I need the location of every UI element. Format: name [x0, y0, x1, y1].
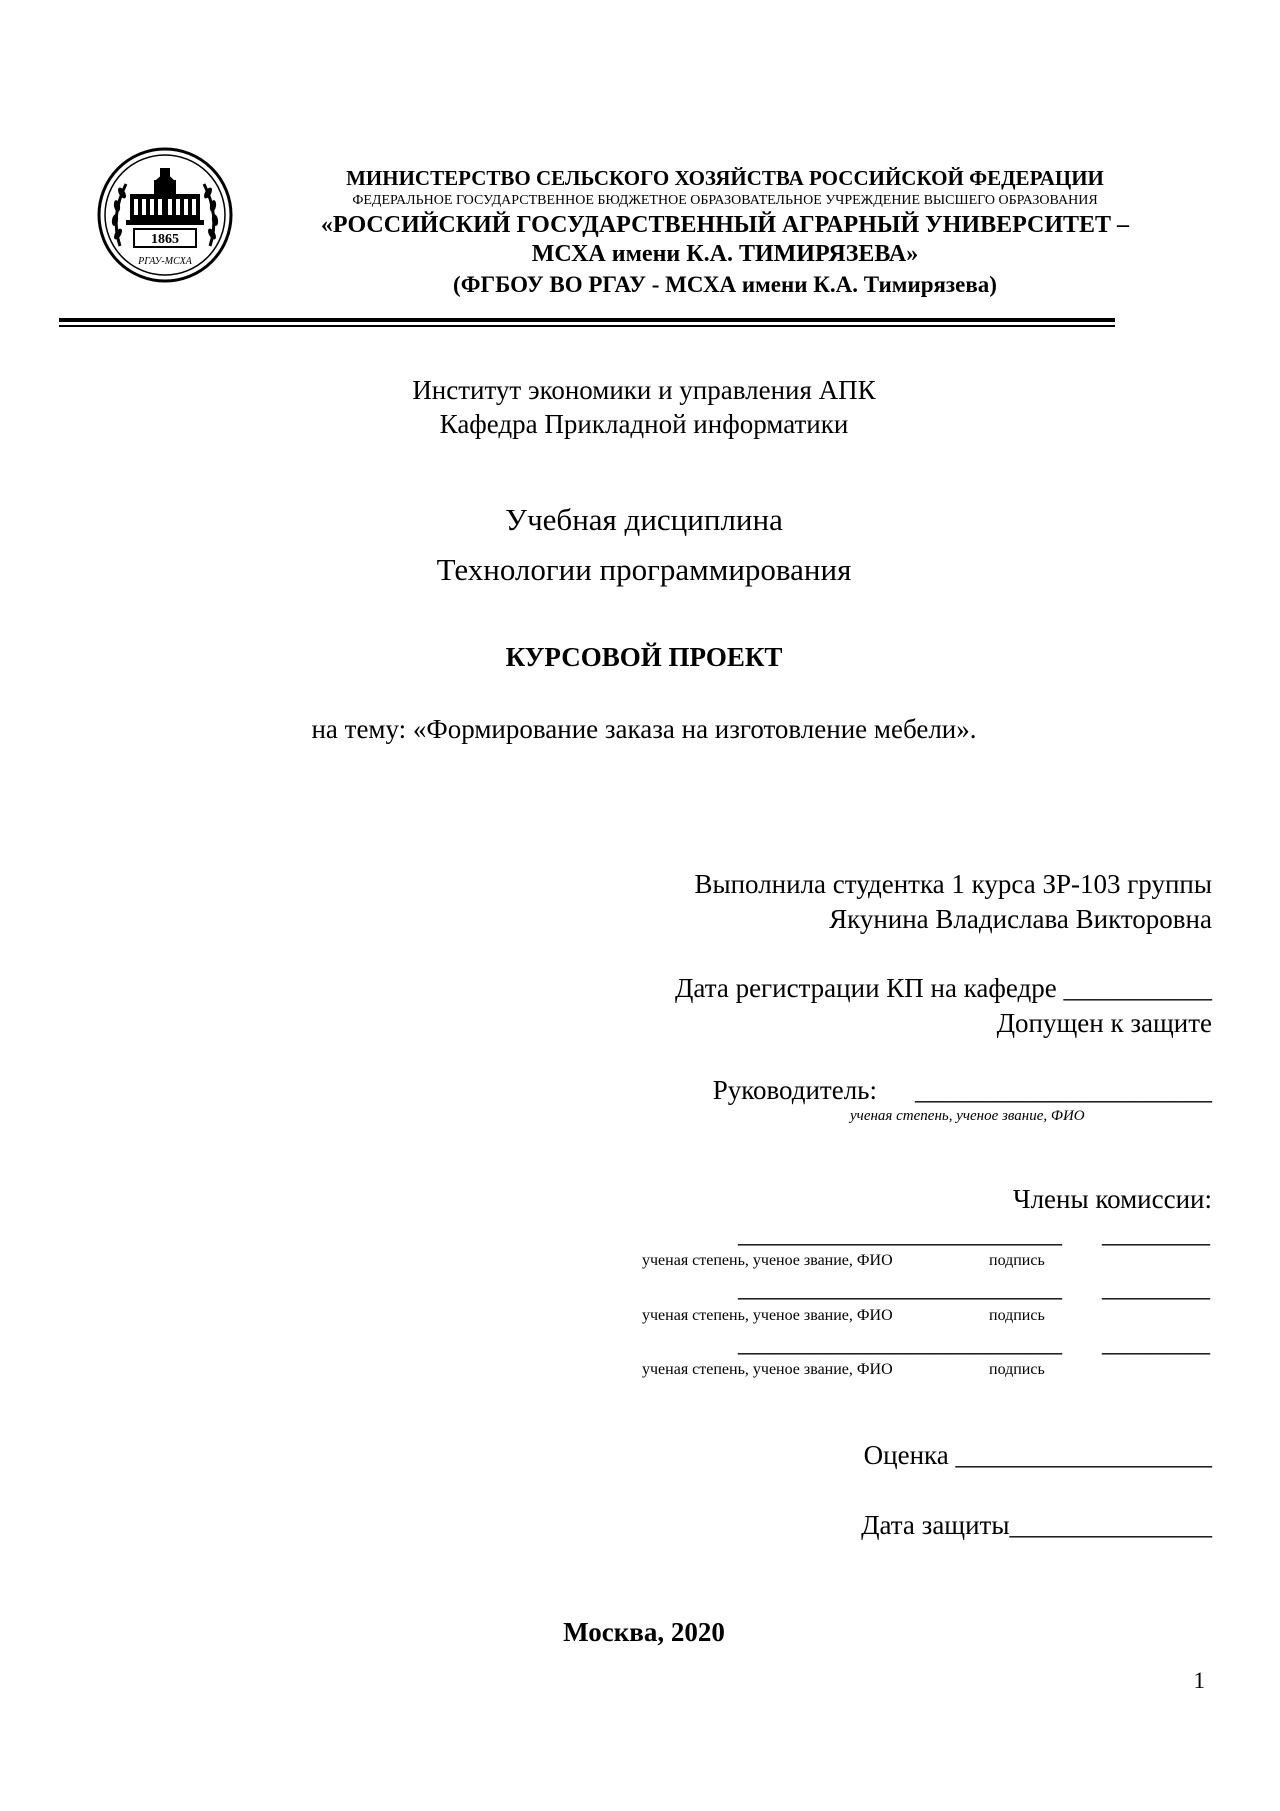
supervisor-label: Руководитель:	[712, 1075, 877, 1105]
university-name-line2: МСХА имени К.А. ТИМИРЯЗЕВА»	[531, 241, 919, 267]
member-sign-blank: ________	[1102, 1218, 1210, 1248]
university-short-name: (ФГБОУ ВО РГАУ - МСХА имени К.А. Тимирязева)	[453, 272, 997, 297]
discipline-label: Учебная дисциплина	[505, 502, 783, 537]
student-name: Якунина Владислава Викторовна	[829, 904, 1212, 934]
member-sign-blank: ________	[1102, 1327, 1210, 1357]
member-name-hint: ученая степень, ученое звание, ФИО	[642, 1252, 893, 1269]
supervisor-hint: ученая степень, ученое звание, ФИО	[850, 1108, 1085, 1124]
institute-name: Институт экономики и управления АПК	[412, 375, 876, 405]
ministry-name: МИНИСТЕРСТВО СЕЛЬСКОГО ХОЗЯЙСТВА РОССИЙСКОЙ ФЕДЕРАЦИИ	[346, 166, 1104, 190]
supervisor-blank: ______________________	[915, 1075, 1212, 1105]
supervisor-row	[713, 1075, 1212, 1106]
member-sign-blank: ________	[1102, 1272, 1210, 1302]
seal-year: 1865	[151, 232, 179, 247]
header-divider-thin	[59, 325, 1115, 327]
defense-date-field: Дата защиты_______________	[861, 1510, 1212, 1540]
member-sign-hint: подпись	[989, 1252, 1045, 1269]
member-name-hint: ученая степень, ученое звание, ФИО	[642, 1307, 893, 1324]
commission-title: Члены комиссии:	[1013, 1184, 1212, 1214]
institution-type: ФЕДЕРАЛЬНОЕ ГОСУДАРСТВЕННОЕ БЮДЖЕТНОЕ ОБРАЗОВАТЕЛЬНОЕ УЧРЕЖДЕНИЕ ВЫСШЕГО ОБРАЗОВАНИЯ	[352, 193, 1098, 208]
university-seal-icon	[96, 146, 234, 284]
university-name-line1: «РОССИЙСКИЙ ГОСУДАРСТВЕННЫЙ АГРАРНЫЙ УНИВЕРСИТЕТ –	[320, 212, 1130, 238]
department-name: Кафедра Прикладной информатики	[439, 409, 849, 439]
discipline-name: Технологии программирования	[436, 552, 852, 587]
member-name-blank: ________________________	[738, 1272, 1062, 1302]
member-sign-hint: подпись	[989, 1307, 1045, 1324]
member-name-blank: ________________________	[738, 1327, 1062, 1357]
city-year: Москва, 2020	[563, 1617, 725, 1647]
member-sign-hint: подпись	[989, 1361, 1045, 1378]
admitted-to-defense: Допущен к защите	[996, 1008, 1212, 1038]
member-name-blank: ________________________	[738, 1218, 1062, 1248]
student-line: Выполнила студентка 1 курса ЗР-103 группы	[694, 869, 1212, 899]
project-topic: на тему: «Формирование заказа на изготовление мебели».	[311, 714, 977, 744]
project-title: КУРСОВОЙ ПРОЕКТ	[505, 642, 783, 672]
grade-field: Оценка ___________________	[863, 1440, 1212, 1470]
header-divider-thick	[59, 318, 1115, 322]
member-name-hint: ученая степень, ученое звание, ФИО	[642, 1361, 893, 1378]
page-number: 1	[1193, 1668, 1205, 1693]
seal-caption: РГАУ-МСХА	[138, 256, 192, 267]
registration-date: Дата регистрации КП на кафедре ___________	[675, 973, 1212, 1003]
